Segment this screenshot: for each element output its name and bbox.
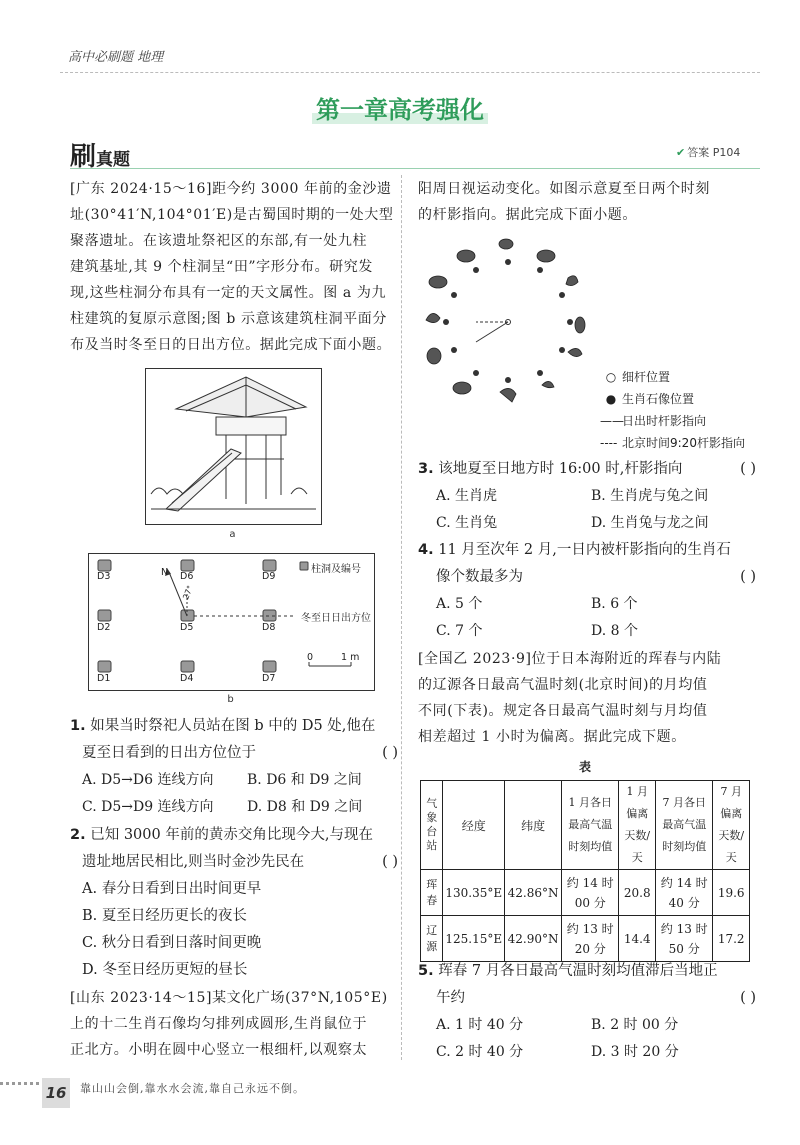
snake-icon [542, 381, 554, 387]
question-text: 如果当时祭祀人员站在图 b 中的 D5 处,他在 [90, 718, 376, 734]
table-cell: 约 13 时 20 分 [562, 916, 619, 962]
table-cell: 约 14 时 00 分 [562, 870, 619, 916]
question-number: 4. [418, 542, 434, 558]
post-label-d5: D5 [180, 622, 194, 633]
question-5 [418, 958, 756, 1066]
column-divider [401, 175, 402, 1060]
section-divider [70, 168, 760, 169]
option-c[interactable]: C. 7 个 [436, 623, 483, 639]
question-4 [418, 537, 756, 645]
question-text: 已知 3000 年前的黄赤交角比现今大,与现在 [90, 827, 373, 843]
option-c[interactable]: C. D5→D9 连线方向 [82, 799, 214, 815]
passage-line: 的辽源各日最高气温时刻(北京时间)的月均值 [418, 677, 708, 693]
table-cell: 珲春 [421, 870, 443, 916]
option-a[interactable]: A. 生肖虎 [436, 488, 498, 504]
option-a[interactable]: A. 5 个 [436, 596, 483, 612]
footer-dots [0, 1082, 45, 1085]
table-cell: 130.35°E [443, 870, 505, 916]
option-a[interactable]: A. 1 时 40 分 [436, 1017, 524, 1033]
option-d[interactable]: D. 3 时 20 分 [591, 1044, 679, 1060]
table-cell: 42.86°N [505, 870, 562, 916]
zodiac-figure [418, 230, 758, 455]
table-cell: 约 13 时 50 分 [655, 916, 712, 962]
answer-bracket: ( ) [740, 990, 756, 1006]
post-label-d3: D3 [97, 571, 111, 582]
angle-label: 27° [181, 584, 195, 601]
page-number: 16 [42, 1078, 70, 1108]
table-row [421, 916, 750, 962]
scale-zero: 0 [307, 652, 314, 663]
answer-bracket: ( ) [740, 569, 756, 585]
nine-pillar-building-illustration [146, 369, 321, 524]
passage-line: 正北方。小明在圆中心竖立一根细杆,以观察太 [70, 1042, 368, 1058]
dog-icon [429, 276, 447, 288]
option-a[interactable]: A. 春分日看到日出时间更早 [82, 881, 262, 897]
passage-line: [广东 2024·15～16]距今约 3000 年前的金沙遗 [70, 181, 392, 197]
rat-icon [499, 239, 513, 249]
question-1 [70, 713, 398, 821]
question-text: 午约 [436, 990, 465, 1006]
zodiac-legend: ○ 细杆位置 ● 生肖石像位置 ——日出时杆影指向 ---- 北京时间9:20杆影指向 [600, 370, 745, 450]
table-header: 1 月各日最高气温时刻均值 [562, 781, 619, 870]
option-d[interactable]: D. D8 和 D9 之间 [247, 799, 363, 815]
passage-line: 现,这些柱洞分布具有一定的天文属性。图 a 为九 [70, 285, 387, 301]
winter-sunrise-label: 冬至日日出方位 [301, 613, 371, 624]
book-header: 高中必刷题 地理 [68, 50, 164, 65]
rooster-icon [426, 313, 440, 322]
table-cell: 19.6 [713, 870, 750, 916]
passage-national [418, 646, 756, 750]
rabbit-icon [575, 317, 585, 333]
pig-icon [457, 250, 475, 262]
option-c[interactable]: C. 秋分日看到日落时间更晚 [82, 935, 262, 951]
option-c[interactable]: C. 生肖兔 [436, 515, 498, 531]
passage-line: 柱建筑的复原示意图;图 b 示意该建筑柱洞平面分 [70, 311, 387, 327]
answer-reference: ✔ 答案 P104 [676, 146, 741, 159]
passage-shandong [70, 985, 398, 1063]
passage-line: 址(30°41′N,104°01′E)是古蜀国时期的一处大型 [70, 207, 394, 223]
legend-statue: 生肖石像位置 [622, 392, 695, 406]
table-cell: 约 14 时 40 分 [655, 870, 712, 916]
question-text: 该地夏至日地方时 16:00 时,杆影指向 [438, 461, 683, 477]
passage-line: 阳周日视运动变化。如图示意夏至日两个时刻 [418, 181, 710, 197]
table-row [421, 870, 750, 916]
answer-bracket: ( ) [382, 854, 398, 870]
figure-b-frame [88, 553, 375, 691]
question-2 [70, 822, 398, 984]
scale-one-meter: 1 m [341, 652, 360, 663]
chapter-title: 第一章高考强化 [0, 90, 800, 125]
question-number: 1. [70, 718, 86, 734]
dragon-icon [568, 348, 582, 356]
legend-pole: 细杆位置 [622, 370, 671, 384]
legend-sunrise-shadow: 日出时杆影指向 [622, 414, 707, 428]
legend-post-holes: 柱洞及编号 [311, 564, 361, 575]
table-cell: 125.15°E [443, 916, 505, 962]
question-number: 2. [70, 827, 86, 843]
passage-line: [全国乙 2023·9]位于日本海附近的珲春与内陆 [418, 651, 722, 667]
table-cell: 42.90°N [505, 916, 562, 962]
north-label: N [161, 567, 169, 578]
goat-icon [453, 382, 471, 394]
option-d[interactable]: D. 生肖兔与龙之间 [591, 515, 709, 531]
check-icon: ✔ [676, 146, 686, 159]
option-b[interactable]: B. 6 个 [591, 596, 638, 612]
passage-line: 相差超过 1 小时为偏离。据此完成下题。 [418, 729, 686, 745]
header-divider [60, 72, 760, 73]
post-label-d1: D1 [97, 673, 111, 684]
passage-line: 布及当时冬至日的日出方位。据此完成下面小题。 [70, 337, 392, 353]
option-b[interactable]: B. 夏至日经历更长的夜长 [82, 908, 247, 924]
table-header: 纬度 [505, 781, 562, 870]
option-b[interactable]: B. D6 和 D9 之间 [247, 772, 362, 788]
question-text: 像个数最多为 [436, 569, 523, 585]
question-number: 3. [418, 461, 434, 477]
table-cell: 17.2 [713, 916, 750, 962]
zodiac-circle-diagram [418, 230, 598, 405]
post-label-d2: D2 [97, 622, 111, 633]
figure-b-label: b [227, 694, 234, 705]
figure-a-frame [145, 368, 322, 525]
legend-920-shadow: 北京时间9:20杆影指向 [622, 436, 745, 450]
table-title: 表 [578, 760, 591, 774]
option-a[interactable]: A. D5→D6 连线方向 [82, 772, 214, 788]
option-b[interactable]: B. 生肖虎与兔之间 [591, 488, 709, 504]
passage-line: [山东 2023·14～15]某文化广场(37°N,105°E) [70, 990, 388, 1006]
temperature-table [420, 780, 750, 962]
section-badge: 刷真题 [70, 142, 131, 172]
table-header: 经度 [443, 781, 505, 870]
option-d[interactable]: D. 冬至日经历更短的昼长 [82, 962, 248, 978]
horse-icon [500, 388, 516, 402]
passage-line: 建筑基址,其 9 个柱洞呈“田”字形分布。研究发 [70, 259, 373, 275]
question-text: 11 月至次年 2 月,一日内被杆影指向的生肖石 [438, 542, 731, 558]
table-cell: 20.8 [619, 870, 656, 916]
passage-line: 上的十二生肖石像均匀排列成圆形,生肖鼠位于 [70, 1016, 368, 1032]
post-label-d6: D6 [180, 571, 194, 582]
table-header: 气象台站 [421, 781, 443, 870]
answer-bracket: ( ) [382, 745, 398, 761]
figure-a-label: a [229, 529, 236, 540]
option-c[interactable]: C. 2 时 40 分 [436, 1044, 524, 1060]
question-text: 夏至日看到的日出方位位于 [82, 745, 256, 761]
table-header: 7 月各日最高气温时刻均值 [655, 781, 712, 870]
question-text: 珲春 7 月各日最高气温时刻均值滞后当地正 [438, 963, 718, 979]
question-text: 遗址地居民相比,则当时金沙先民在 [82, 854, 305, 870]
option-d[interactable]: D. 8 个 [591, 623, 638, 639]
monkey-icon [427, 348, 441, 364]
footer-motto: 靠山山会倒,靠水水会流,靠自己永远不倒。 [80, 1082, 305, 1095]
tiger-icon [566, 276, 578, 286]
option-b[interactable]: B. 2 时 00 分 [591, 1017, 679, 1033]
table-cell: 辽源 [421, 916, 443, 962]
table-header: 7 月偏离天数/天 [713, 781, 750, 870]
passage-line: 聚落遗址。在该遗址祭祀区的东部,有一处九柱 [70, 233, 368, 249]
answer-bracket: ( ) [740, 461, 756, 477]
ox-icon [537, 250, 555, 262]
question-number: 5. [418, 963, 434, 979]
post-label-d7: D7 [262, 673, 276, 684]
post-label-d8: D8 [262, 622, 276, 633]
post-label-d9: D9 [262, 571, 276, 582]
post-label-d4: D4 [180, 673, 194, 684]
passage-line: 的杆影指向。据此完成下面小题。 [418, 207, 637, 223]
question-3 [418, 456, 756, 537]
passage-shandong-continued [418, 176, 756, 228]
table-header: 1 月偏离天数/天 [619, 781, 656, 870]
passage-line: 不同(下表)。规定各日最高气温时刻与月均值 [418, 703, 708, 719]
passage-guangdong [70, 176, 398, 358]
table-cell: 14.4 [619, 916, 656, 962]
